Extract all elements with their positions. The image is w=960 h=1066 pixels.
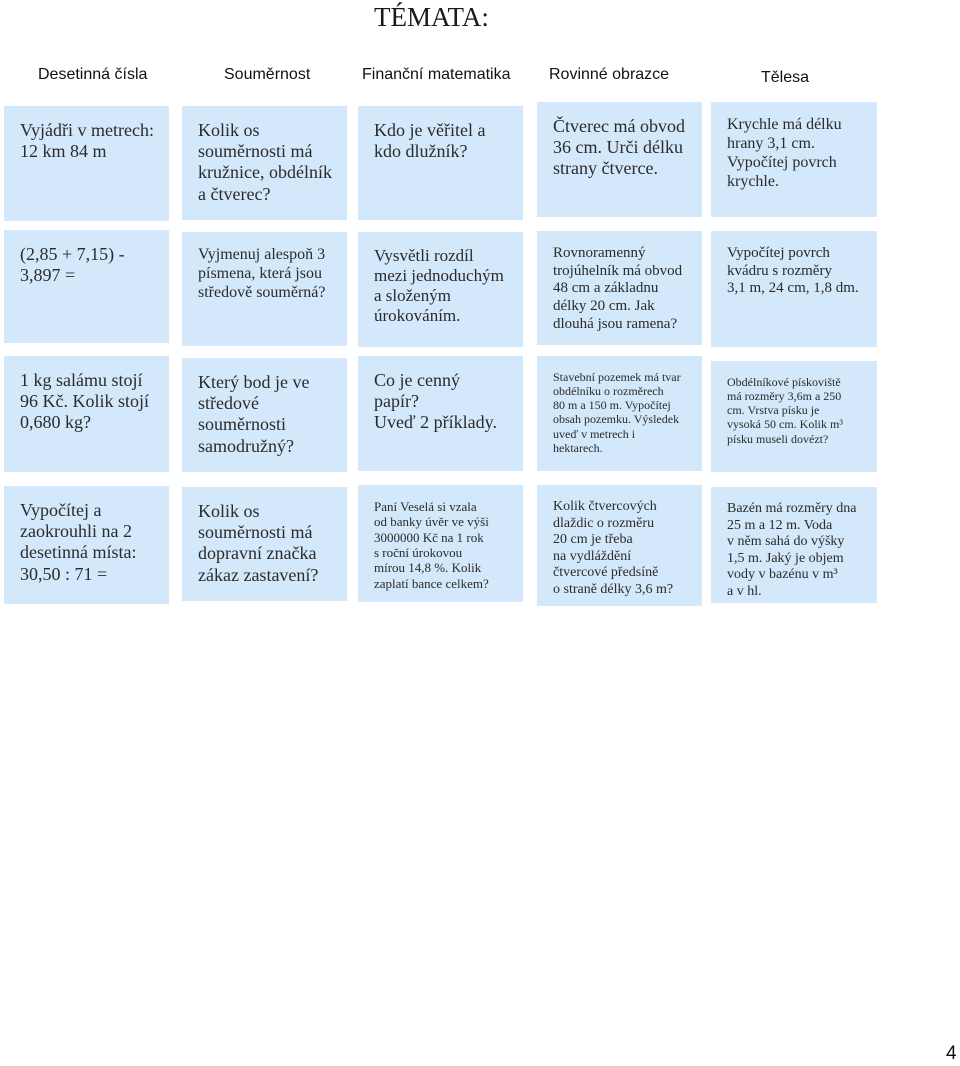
question-card[interactable]: Vypočítej povrch kvádru s rozměry 3,1 m, 24 cm, 1,8 dm.	[711, 231, 877, 347]
page-number: 4	[946, 1043, 957, 1064]
question-card[interactable]: Co je cenný papír? Uveď 2 příklady.	[358, 356, 523, 471]
question-card[interactable]: 1 kg salámu stojí 96 Kč. Kolik stojí 0,680 kg?	[4, 356, 169, 472]
question-card[interactable]: Čtverec má obvod 36 cm. Urči délku strany čtverce.	[537, 102, 702, 217]
page-title: TÉMATA:	[374, 2, 489, 32]
question-card[interactable]: Který bod je ve středové souměrnosti samodružný?	[182, 358, 347, 472]
question-card[interactable]: Krychle má délku hrany 3,1 cm. Vypočítej povrch krychle.	[711, 102, 877, 217]
question-card[interactable]: Vyjmenuj alespoň 3 písmena, která jsou středově souměrná?	[182, 232, 347, 346]
question-card[interactable]: Kolik čtvercových dlaždic o rozměru 20 cm je třeba na vydláždění čtvercové předsíně o straně délky 3,6 m?	[537, 485, 702, 606]
question-card[interactable]: Obdélníkové pískoviště má rozměry 3,6m a 250 cm. Vrstva písku je vysoká 50 cm. Kolik m³ písku museli dovézt?	[711, 361, 877, 472]
question-card[interactable]: (2,85 + 7,15) - 3,897 =	[4, 230, 169, 343]
header-financni-matematika: Finanční matematika	[362, 66, 511, 83]
question-card[interactable]: Kolik os souměrnosti má kružnice, obdélník a čtverec?	[182, 106, 347, 220]
question-card[interactable]: Kolik os souměrnosti má dopravní značka zákaz zastavení?	[182, 487, 347, 601]
question-card[interactable]: Vysvětli rozdíl mezi jednoduchým a složeným úrokováním.	[358, 232, 523, 347]
question-card[interactable]: Stavební pozemek má tvar obdélníku o rozměrech 80 m a 150 m. Vypočítej obsah pozemku. Výsledek uveď v metrech i hektarech.	[537, 356, 702, 471]
question-card[interactable]: Kdo je věřitel a kdo dlužník?	[358, 106, 523, 220]
header-telesa: Tělesa	[761, 69, 810, 86]
question-card[interactable]: Vypočítej a zaokrouhli na 2 desetinná místa: 30,50 : 71 =	[4, 486, 169, 604]
header-rovinne-obrazce: Rovinné obrazce	[549, 66, 670, 83]
header-soumernost: Souměrnost	[224, 66, 311, 83]
question-card[interactable]: Bazén má rozměry dna 25 m a 12 m. Voda v něm sahá do výšky 1,5 m. Jaký je objem vody v bazénu v m³ a v hl.	[711, 487, 877, 603]
question-card[interactable]: Rovnoramenný trojúhelník má obvod 48 cm a základnu délky 20 cm. Jak dlouhá jsou ramena?	[537, 231, 702, 345]
question-card[interactable]: Vyjádři v metrech: 12 km 84 m	[4, 106, 169, 221]
header-desetinna-cisla: Desetinná čísla	[38, 66, 148, 83]
question-card[interactable]: Paní Veselá si vzala od banky úvěr ve výši 3000000 Kč na 1 rok s roční úrokovou mírou 14,8 %. Kolik zaplatí bance celkem?	[358, 485, 523, 602]
